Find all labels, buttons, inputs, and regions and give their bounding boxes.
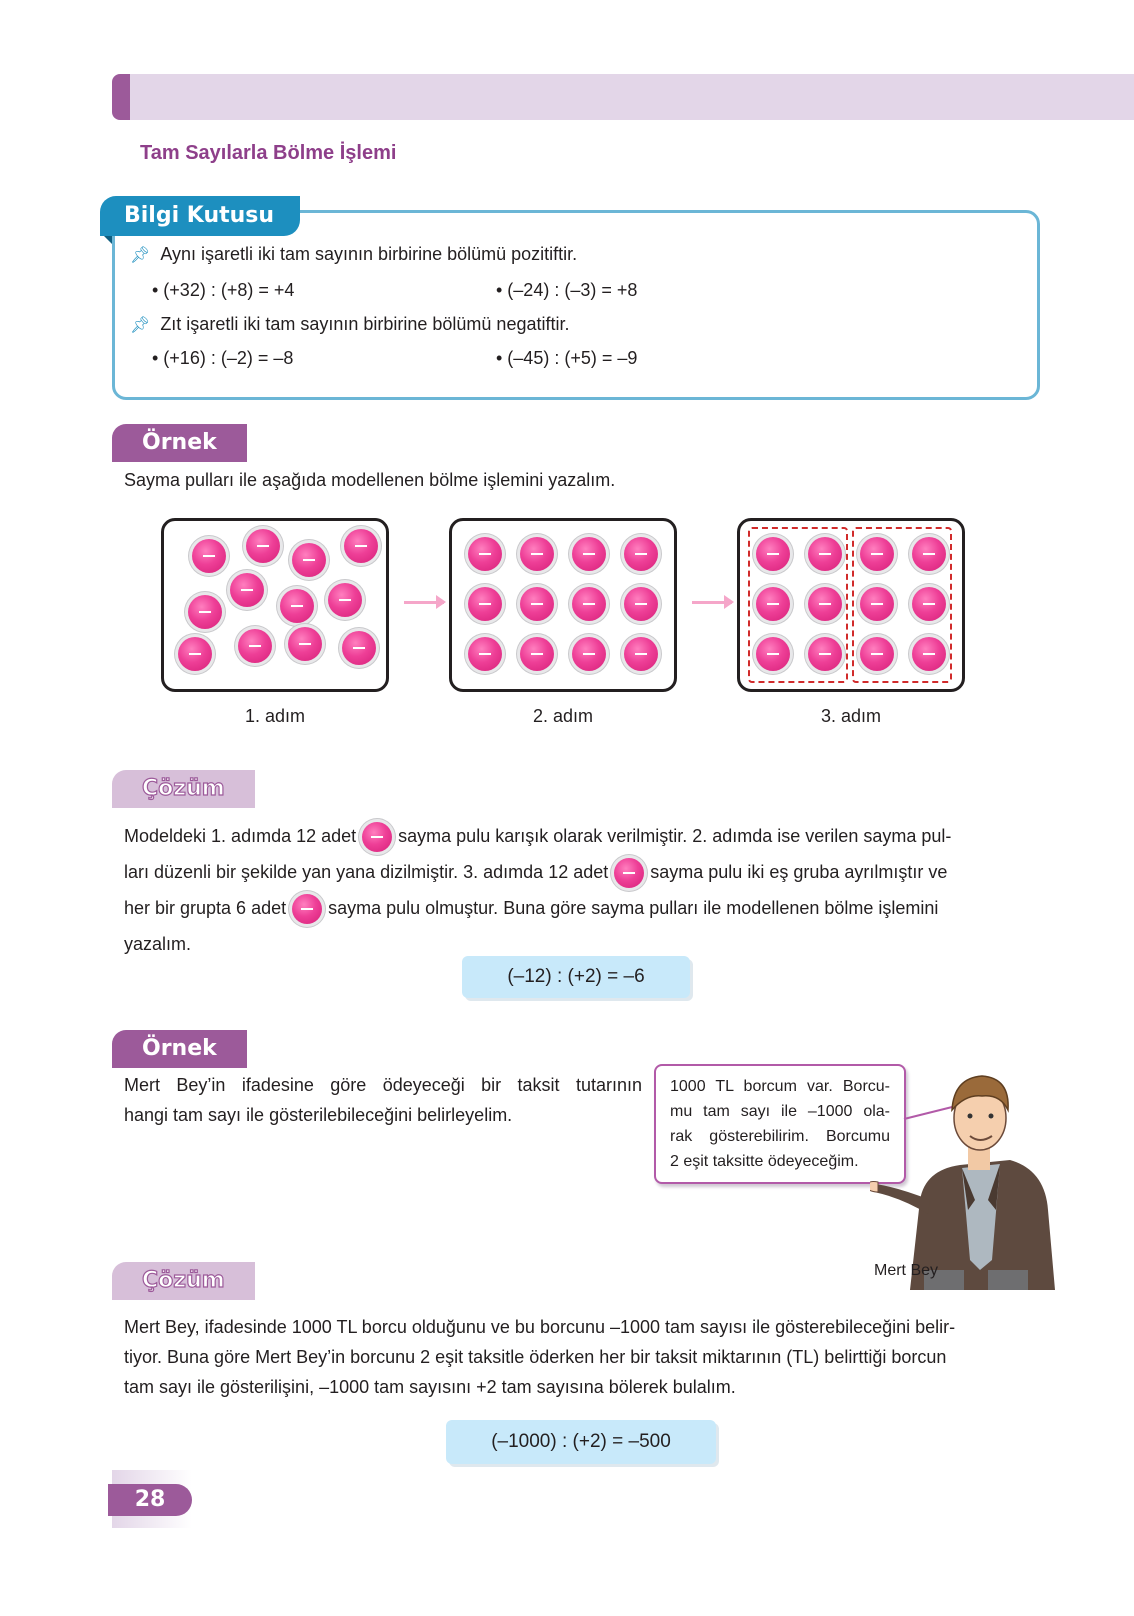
counter-chip	[624, 537, 658, 571]
example-2-text	[124, 1070, 642, 1130]
counter-chip	[280, 589, 314, 623]
info-eq-3: • (+16) : (–2) = –8	[152, 348, 294, 368]
counter-chip	[520, 587, 554, 621]
eye-right	[989, 1114, 994, 1119]
info-rule-2	[130, 314, 569, 335]
counter-chip	[808, 587, 842, 621]
counter-chip	[238, 629, 272, 663]
solution-1-line-2	[124, 854, 1034, 890]
counter-chip	[572, 637, 606, 671]
solution-1-line-4: yazalım.	[124, 934, 192, 954]
counter-chip	[520, 537, 554, 571]
counter-chip	[572, 587, 606, 621]
solution-2-text	[124, 1312, 1034, 1402]
counter-chip	[912, 537, 946, 571]
counter-chip	[912, 587, 946, 621]
solution-1-tab: Çözüm	[112, 770, 255, 808]
model-box-step-1	[161, 518, 389, 692]
info-rule-1	[130, 244, 577, 265]
counter-chip	[192, 539, 226, 573]
speech-line-3: rak gösterebilirim. Borcumu	[670, 1128, 890, 1145]
solution-1-line-3	[124, 890, 1034, 926]
info-box	[112, 210, 1040, 400]
character-caption: Mert Bey	[874, 1262, 939, 1279]
step-label-2: 2. adım	[532, 706, 594, 726]
step-label-1: 1. adım	[244, 706, 306, 726]
arrow-right-icon	[404, 601, 444, 604]
counter-chip	[624, 587, 658, 621]
pin-icon: 📌︎	[130, 316, 151, 334]
counter-chip	[756, 637, 790, 671]
speech-line-1: 1000 TL borcum var. Borcu-	[670, 1078, 890, 1095]
example-2-line-2: hangi tam sayı ile gösterilebileceğini belirleyelim.	[124, 1105, 513, 1125]
hand	[870, 1182, 878, 1193]
solution-1-text	[124, 818, 1034, 962]
counter-chip	[808, 637, 842, 671]
solution-1-line-2a: ları düzenli bir şekilde yan yana dizilmiştir. 3. adımda 12 adet	[124, 862, 609, 882]
counter-chip-icon	[292, 894, 322, 924]
eye-left	[968, 1114, 973, 1119]
solution-2-line-3: tam sayı ile gösterilişini, –1000 tam sayısını +2 tam sayısına bölerek bulalım.	[124, 1377, 736, 1397]
counter-chip	[756, 587, 790, 621]
trousers-right	[988, 1270, 1028, 1290]
counter-chip	[246, 529, 280, 563]
example-2-tab: Örnek	[112, 1030, 247, 1068]
arrow-right-icon	[692, 601, 732, 604]
counter-chip	[178, 637, 212, 671]
info-rule-2-text: Zıt işaretli iki tam sayının birbirine bölümü negatiftir.	[160, 314, 570, 334]
info-eq-2: • (–24) : (–3) = +8	[496, 280, 638, 300]
solution-1-line-1	[124, 818, 1034, 854]
info-box-tab: Bilgi Kutusu	[100, 196, 300, 236]
counter-chip	[230, 573, 264, 607]
example-1-tab: Örnek	[112, 424, 247, 462]
counter-chip	[468, 637, 502, 671]
model-box-step-2	[449, 518, 677, 692]
counter-chip	[860, 537, 894, 571]
solution-1-line-3b: sayma pulu olmuştur. Buna göre sayma pulları ile modellenen bölme işlemini	[328, 898, 939, 918]
counter-chip-icon	[614, 858, 644, 888]
counter-chip	[344, 529, 378, 563]
counter-chip-icon	[362, 822, 392, 852]
example-1-text: Sayma pulları ile aşağıda modellenen bölme işlemini yazalım.	[124, 470, 616, 490]
counter-chip	[624, 637, 658, 671]
page-number: 28	[108, 1484, 192, 1516]
info-eq-1: • (+32) : (+8) = +4	[152, 280, 295, 300]
counter-chip	[572, 537, 606, 571]
info-rule-1-text: Aynı işaretli iki tam sayının birbirine bölümü pozitiftir.	[160, 244, 578, 264]
header-band-accent	[112, 74, 130, 120]
speech-line-2: mu tam sayı ile –1000 ola-	[670, 1103, 890, 1120]
solution-2-result: (–1000) : (+2) = –500	[446, 1420, 716, 1464]
counter-chip	[188, 595, 222, 629]
solution-2-tab: Çözüm	[112, 1262, 255, 1300]
model-box-step-3	[737, 518, 965, 692]
counter-chip	[912, 637, 946, 671]
mert-bey-illustration	[870, 1060, 1060, 1290]
solution-1-result: (–12) : (+2) = –6	[462, 956, 690, 998]
arm	[874, 1184, 930, 1214]
counter-chip	[808, 537, 842, 571]
solution-1-line-1b: sayma pulu karışık olarak verilmiştir. 2. adımda ise verilen sayma pul-	[398, 826, 952, 846]
header-band	[112, 74, 1134, 120]
speech-bubble	[654, 1064, 906, 1184]
counter-chip	[860, 637, 894, 671]
counter-chip	[520, 637, 554, 671]
solution-2-line-2: tiyor. Buna göre Mert Bey’in borcunu 2 eşit taksitle öderken her bir taksit miktarının (TL) belirttiği borcun	[124, 1347, 947, 1367]
solution-2-line-1: Mert Bey, ifadesinde 1000 TL borcu olduğunu ve bu borcunu –1000 tam sayısı ile gösterebileceğini belir-	[124, 1317, 956, 1337]
solution-1-line-3a: her bir grupta 6 adet	[124, 898, 287, 918]
counter-chip	[292, 543, 326, 577]
speech-line-4: 2 eşit taksitte ödeyeceğim.	[670, 1153, 859, 1170]
section-title: Tam Sayılarla Bölme İşlemi	[140, 142, 397, 164]
solution-1-line-1a: Modeldeki 1. adımda 12 adet	[124, 826, 357, 846]
counter-chip	[468, 537, 502, 571]
step-label-3: 3. adım	[820, 706, 882, 726]
pin-icon: 📌︎	[130, 246, 151, 264]
counter-chip	[860, 587, 894, 621]
counter-chip	[288, 627, 322, 661]
counter-chip	[756, 537, 790, 571]
example-2-line-1: Mert Bey’in ifadesine göre ödeyeceği bir taksit tutarının	[124, 1075, 642, 1095]
counter-chip	[342, 631, 376, 665]
counter-chip	[328, 583, 362, 617]
info-eq-4: • (–45) : (+5) = –9	[496, 348, 638, 368]
counter-chip	[468, 587, 502, 621]
solution-1-line-2b: sayma pulu iki eş gruba ayrılmıştır ve	[650, 862, 948, 882]
